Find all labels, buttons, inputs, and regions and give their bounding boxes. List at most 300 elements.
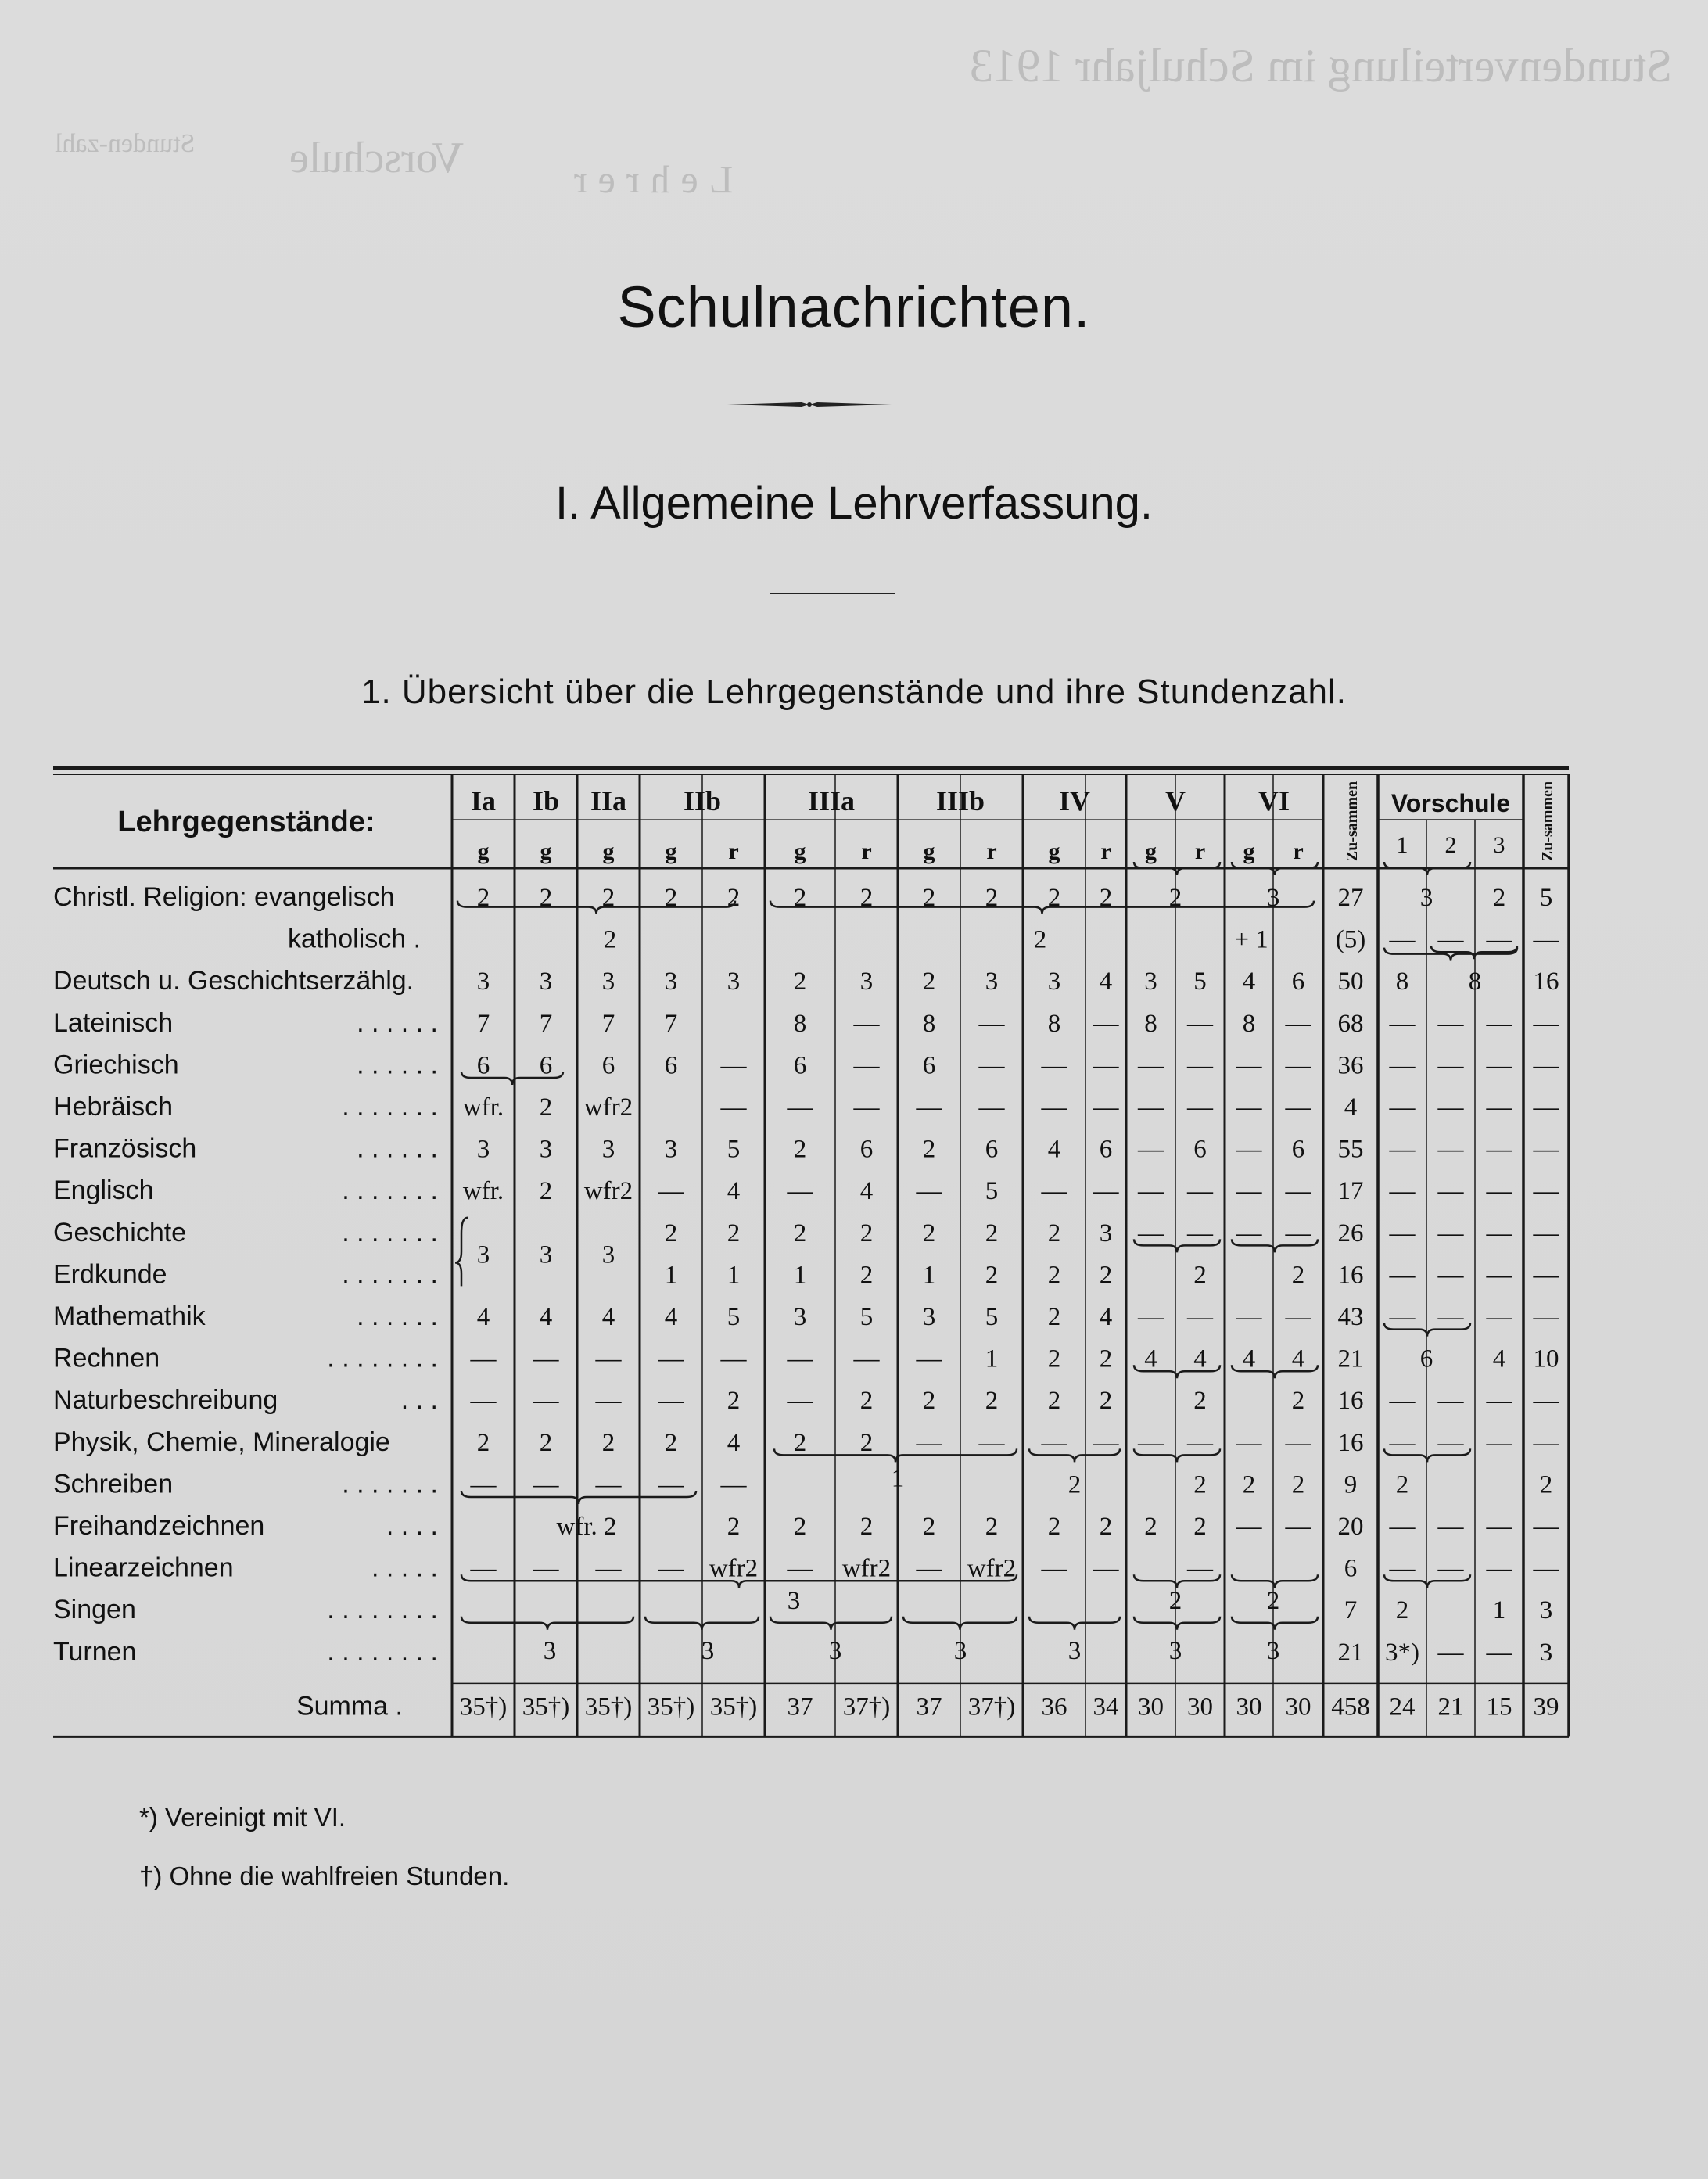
row-8-cell-12: — bbox=[1187, 1219, 1213, 1247]
row-13-cell-8: — bbox=[978, 1428, 1005, 1457]
row-8-cell-13: — bbox=[1236, 1219, 1262, 1247]
brace-geschichte-erdkunde-ia bbox=[455, 1218, 468, 1287]
row-13-label: Physik, Chemie, Mineralogie bbox=[53, 1427, 390, 1457]
row-5-vorschule-1: — bbox=[1437, 1093, 1464, 1122]
brace-turnen-iv bbox=[1029, 1617, 1120, 1630]
row-15-cell-10: 2 bbox=[1099, 1513, 1113, 1541]
row-5-label: Hebräisch bbox=[53, 1092, 174, 1122]
row-13-cell-9: — bbox=[1041, 1428, 1068, 1457]
row-16-cell-7: — bbox=[916, 1554, 942, 1583]
row-12-cell-3: — bbox=[658, 1387, 684, 1416]
sub-header-g: g bbox=[477, 838, 490, 864]
row-16-label: Linearzeichnen bbox=[53, 1553, 234, 1583]
row-10-cell-8: 5 bbox=[985, 1303, 999, 1331]
brace-turnen-vi bbox=[1232, 1617, 1318, 1630]
row-8-cell-8: 2 bbox=[985, 1219, 999, 1247]
row-4-cell-5: 6 bbox=[793, 1051, 807, 1080]
row-7-cell-9: — bbox=[1041, 1177, 1068, 1206]
row-18-cell-8: 3 bbox=[953, 1636, 967, 1665]
row-12-dots: . . . bbox=[400, 1385, 438, 1416]
row-2-vsum: 16 bbox=[1533, 967, 1559, 996]
row-6-cell-11: — bbox=[1138, 1135, 1164, 1164]
row-19-vsum: 39 bbox=[1533, 1693, 1559, 1721]
row-7-cell-6: 4 bbox=[859, 1177, 874, 1206]
row-3-cell-0: 7 bbox=[476, 1009, 490, 1038]
row-10-sum: 43 bbox=[1337, 1303, 1364, 1331]
row-2-label: Deutsch u. Geschichtserzählg. bbox=[53, 966, 414, 996]
row-14-cell-1: — bbox=[533, 1470, 559, 1499]
row-18-cell-10: 3 bbox=[1068, 1636, 1082, 1665]
sub-header-g: g bbox=[794, 838, 806, 864]
row-12-cell-12: 2 bbox=[1193, 1387, 1207, 1416]
row-16-cell-8: wfr2 bbox=[967, 1554, 1017, 1583]
row-18-label: Turnen bbox=[53, 1636, 137, 1667]
row-4-cell-3: 6 bbox=[664, 1051, 678, 1080]
row-19-vorschule-0: 24 bbox=[1389, 1693, 1416, 1721]
row-19-cell-1: 35†) bbox=[522, 1693, 570, 1721]
row-15-cell-1: wfr. 2 bbox=[556, 1513, 617, 1541]
row-0-cell-7: 2 bbox=[922, 884, 936, 912]
row-12-vsum: — bbox=[1533, 1387, 1559, 1416]
row-14-dots: . . . . . . . bbox=[342, 1469, 438, 1499]
row-18-vorschule-2: — bbox=[1486, 1638, 1512, 1667]
row-6-cell-14: 6 bbox=[1291, 1135, 1305, 1164]
row-4-dots: . . . . . . bbox=[357, 1050, 438, 1080]
row-15-cell-6: 2 bbox=[859, 1513, 874, 1541]
row-17-label: Singen bbox=[53, 1595, 136, 1625]
row-17-vsum: 3 bbox=[1539, 1596, 1553, 1625]
row-11-cell-11: 4 bbox=[1144, 1344, 1157, 1373]
row-1-vsum: — bbox=[1533, 925, 1559, 954]
row-11-sum: 21 bbox=[1337, 1344, 1364, 1373]
row-9-vorschule-0: — bbox=[1389, 1261, 1416, 1290]
row-4-cell-14: — bbox=[1285, 1051, 1312, 1080]
row-13-cell-0: 2 bbox=[476, 1428, 490, 1457]
row-0-cell-0: 2 bbox=[476, 884, 490, 912]
row-16-cell-10: — bbox=[1093, 1554, 1119, 1583]
class-header-IIIa: IIIa bbox=[807, 785, 856, 817]
row-8-cell-9: 2 bbox=[1047, 1219, 1061, 1247]
row-8-cell-7: 2 bbox=[922, 1219, 936, 1247]
row-9-sum: 16 bbox=[1337, 1261, 1364, 1290]
row-10-cell-4: 5 bbox=[727, 1303, 741, 1331]
row-19-cell-0: 35†) bbox=[459, 1693, 508, 1721]
sub-header-r: r bbox=[1100, 838, 1111, 864]
row-11-vorschule-0: 6 bbox=[1419, 1344, 1434, 1373]
row-3-cell-10: — bbox=[1093, 1009, 1119, 1038]
row-8-dots: . . . . . . . bbox=[342, 1217, 438, 1247]
row-19-cell-11: 30 bbox=[1138, 1693, 1164, 1721]
row-2-cell-14: 6 bbox=[1291, 967, 1305, 996]
row-5-cell-10: — bbox=[1093, 1093, 1119, 1122]
row-9-cell-5: 1 bbox=[793, 1261, 807, 1290]
brace-turnen-i bbox=[461, 1617, 633, 1630]
row-3-cell-13: 8 bbox=[1242, 1009, 1256, 1038]
row-5-cell-0: wfr. bbox=[462, 1093, 504, 1122]
row-4-vorschule-0: — bbox=[1389, 1051, 1416, 1080]
row-10-cell-5: 3 bbox=[793, 1303, 807, 1331]
row-18-cell-6: 3 bbox=[828, 1636, 842, 1665]
row-15-label: Freihandzeichnen bbox=[53, 1511, 265, 1541]
sub-header-r: r bbox=[986, 838, 997, 864]
row-2-cell-2: 3 bbox=[601, 967, 615, 996]
row-11-cell-2: — bbox=[595, 1344, 622, 1373]
row-19-cell-4: 35†) bbox=[709, 1693, 758, 1721]
row-14-cell-13: 2 bbox=[1242, 1470, 1256, 1499]
header-lehrgegenstaende: Lehrgegenstände: bbox=[117, 806, 375, 838]
row-13-cell-7: — bbox=[916, 1428, 942, 1457]
row-11-cell-4: — bbox=[720, 1344, 747, 1373]
row-8-cell-14: — bbox=[1285, 1219, 1312, 1247]
row-4-vorschule-2: — bbox=[1486, 1051, 1512, 1080]
row-12-cell-10: 2 bbox=[1099, 1387, 1113, 1416]
row-9-cell-8: 2 bbox=[985, 1261, 999, 1290]
row-12-vorschule-1: — bbox=[1437, 1387, 1464, 1416]
row-9-dots: . . . . . . . bbox=[342, 1259, 438, 1290]
row-4-cell-0: 6 bbox=[476, 1051, 490, 1080]
row-0-vorschule-0: 3 bbox=[1419, 884, 1434, 912]
row-2-cell-1: 3 bbox=[539, 967, 553, 996]
row-12-cell-5: — bbox=[787, 1387, 813, 1416]
row-16-vorschule-1: — bbox=[1437, 1554, 1464, 1583]
row-11-label: Rechnen bbox=[53, 1343, 160, 1373]
row-13-vorschule-1: — bbox=[1437, 1428, 1464, 1457]
row-17-vorschule-2: 1 bbox=[1492, 1596, 1506, 1625]
bleed-through-heading: Stundenverteilung im Schuljahr 1913 bbox=[970, 40, 1673, 92]
row-13-vorschule-2: — bbox=[1486, 1428, 1512, 1457]
row-7-cell-10: — bbox=[1093, 1177, 1119, 1206]
row-6-vorschule-2: — bbox=[1486, 1135, 1512, 1164]
row-15-cell-12: 2 bbox=[1193, 1513, 1207, 1541]
row-12-label: Naturbeschreibung bbox=[53, 1385, 278, 1416]
row-19-cell-10: 34 bbox=[1093, 1693, 1119, 1721]
row-12-cell-1: — bbox=[533, 1387, 559, 1416]
row-3-cell-7: 8 bbox=[922, 1009, 936, 1038]
row-4-cell-6: — bbox=[853, 1051, 880, 1080]
row-0-cell-9: 2 bbox=[1047, 884, 1061, 912]
row-9-label: Erdkunde bbox=[53, 1259, 167, 1290]
row-11-cell-12: 4 bbox=[1193, 1344, 1207, 1373]
row-13-cell-14: — bbox=[1285, 1428, 1312, 1457]
row-19-vorschule-1: 21 bbox=[1437, 1693, 1464, 1721]
row-6-cell-6: 6 bbox=[859, 1135, 874, 1164]
footnote-asterisk: *) Vereinigt mit VI. bbox=[139, 1803, 346, 1832]
bleed-through-vorschule: Vorschule bbox=[289, 134, 464, 182]
row-7-cell-0: wfr. bbox=[462, 1177, 504, 1206]
row-11-vorschule-2: 4 bbox=[1492, 1344, 1506, 1373]
sub-header-r: r bbox=[728, 838, 739, 864]
row-6-cell-2: 3 bbox=[601, 1135, 615, 1164]
row-16-cell-4: wfr2 bbox=[709, 1554, 759, 1583]
row-15-cell-4: 2 bbox=[727, 1513, 741, 1541]
row-19-label: Summa . bbox=[296, 1691, 403, 1721]
row-6-cell-4: 5 bbox=[727, 1135, 741, 1164]
row-11-cell-7: — bbox=[916, 1344, 942, 1373]
row-19-cell-9: 36 bbox=[1041, 1693, 1068, 1721]
row-14-label: Schreiben bbox=[53, 1469, 174, 1499]
row-9-cell-0: 3 bbox=[476, 1240, 490, 1269]
page-title: Schulnachrichten. bbox=[617, 275, 1091, 339]
row-14-vsum: 2 bbox=[1539, 1470, 1553, 1499]
row-0-label: Christl. Religion: evangelisch bbox=[53, 882, 395, 912]
row-19-cell-7: 37 bbox=[916, 1693, 942, 1721]
row-3-cell-14: — bbox=[1285, 1009, 1312, 1038]
row-17-cell-11: 2 bbox=[1168, 1587, 1182, 1616]
row-7-label: Englisch bbox=[53, 1176, 154, 1206]
row-8-cell-5: 2 bbox=[793, 1219, 807, 1247]
sub-header-r: r bbox=[861, 838, 872, 864]
row-1-vorschule-2: — bbox=[1486, 925, 1512, 954]
row-4-vorschule-1: — bbox=[1437, 1051, 1464, 1080]
row-10-dots: . . . . . . bbox=[357, 1301, 438, 1331]
vorschule-header: Vorschule bbox=[1390, 789, 1511, 817]
row-12-vorschule-2: — bbox=[1486, 1387, 1512, 1416]
row-7-dots: . . . . . . . bbox=[342, 1176, 438, 1206]
class-header-IV: IV bbox=[1058, 785, 1091, 817]
row-15-vorschule-0: — bbox=[1389, 1513, 1416, 1541]
row-17-cell-5: 3 bbox=[787, 1587, 801, 1616]
row-18-cell-4: 3 bbox=[701, 1636, 715, 1665]
row-6-cell-12: 6 bbox=[1193, 1135, 1207, 1164]
row-14-cell-6: 1 bbox=[891, 1464, 905, 1493]
row-12-sum: 16 bbox=[1337, 1387, 1364, 1416]
row-5-cell-5: — bbox=[787, 1093, 813, 1122]
row-11-cell-3: — bbox=[658, 1344, 684, 1373]
row-11-vsum: 10 bbox=[1533, 1344, 1559, 1373]
row-4-cell-9: — bbox=[1041, 1051, 1068, 1080]
class-header-V: V bbox=[1165, 785, 1186, 817]
row-15-vorschule-1: — bbox=[1437, 1513, 1464, 1541]
class-header-IIa: IIa bbox=[590, 785, 627, 817]
row-5-vsum: — bbox=[1533, 1093, 1559, 1122]
row-10-label: Mathemathik bbox=[53, 1301, 206, 1331]
row-4-cell-4: — bbox=[720, 1051, 747, 1080]
row-19-cell-2: 35†) bbox=[584, 1693, 633, 1721]
row-14-cell-14: 2 bbox=[1291, 1470, 1305, 1499]
row-3-vorschule-0: — bbox=[1389, 1009, 1416, 1038]
row-2-cell-3: 3 bbox=[664, 967, 678, 996]
row-8-label: Geschichte bbox=[53, 1217, 187, 1247]
row-8-sum: 26 bbox=[1337, 1219, 1364, 1247]
row-8-cell-11: — bbox=[1138, 1219, 1164, 1247]
row-10-cell-11: — bbox=[1138, 1303, 1164, 1331]
row-18-dots: . . . . . . . . bbox=[327, 1636, 438, 1667]
row-4-label: Griechisch bbox=[53, 1050, 179, 1080]
row-13-cell-13: — bbox=[1236, 1428, 1262, 1457]
row-12-cell-9: 2 bbox=[1047, 1387, 1061, 1416]
row-19-sum: 458 bbox=[1331, 1693, 1370, 1721]
row-9-cell-6: 2 bbox=[859, 1261, 874, 1290]
row-8-vorschule-0: — bbox=[1389, 1219, 1416, 1247]
sub-header-g: g bbox=[1048, 838, 1060, 864]
row-7-cell-3: — bbox=[658, 1177, 684, 1206]
row-3-cell-2: 7 bbox=[601, 1009, 615, 1038]
subsection-heading: 1. Übersicht über die Lehrgegenstände und ihre Stundenzahl. bbox=[361, 673, 1347, 711]
row-15-cell-9: 2 bbox=[1047, 1513, 1061, 1541]
row-14-cell-3: — bbox=[658, 1470, 684, 1499]
row-10-vorschule-2: — bbox=[1486, 1303, 1512, 1331]
row-8-vorschule-2: — bbox=[1486, 1219, 1512, 1247]
row-16-vorschule-0: — bbox=[1389, 1554, 1416, 1583]
row-4-cell-1: 6 bbox=[539, 1051, 553, 1080]
row-6-cell-0: 3 bbox=[476, 1135, 490, 1164]
row-6-dots: . . . . . . bbox=[357, 1133, 438, 1164]
row-11-cell-10: 2 bbox=[1099, 1344, 1113, 1373]
row-11-dots: . . . . . . . . bbox=[327, 1343, 438, 1373]
row-2-cell-0: 3 bbox=[476, 967, 490, 996]
row-19-cell-8: 37†) bbox=[967, 1693, 1016, 1721]
vorschule-col-2: 2 bbox=[1444, 832, 1457, 858]
row-7-vorschule-0: — bbox=[1389, 1177, 1416, 1206]
class-header-IIIb: IIIb bbox=[935, 785, 985, 817]
row-1-cell-7: 2 bbox=[1033, 925, 1047, 954]
row-4-cell-11: — bbox=[1138, 1051, 1164, 1080]
row-3-vsum: — bbox=[1533, 1009, 1559, 1038]
row-12-cell-8: 2 bbox=[985, 1387, 999, 1416]
row-10-cell-10: 4 bbox=[1099, 1303, 1113, 1331]
row-2-sum: 50 bbox=[1337, 967, 1364, 996]
row-7-cell-13: — bbox=[1236, 1177, 1262, 1206]
row-18-sum: 21 bbox=[1337, 1638, 1364, 1667]
row-6-sum: 55 bbox=[1337, 1135, 1364, 1164]
bleed-through-lehrer: Lehrer bbox=[563, 157, 734, 201]
row-19-cell-12: 30 bbox=[1187, 1693, 1213, 1721]
row-6-cell-9: 4 bbox=[1047, 1135, 1061, 1164]
row-12-cell-0: — bbox=[470, 1387, 497, 1416]
row-3-cell-11: 8 bbox=[1144, 1009, 1157, 1038]
row-2-cell-5: 2 bbox=[793, 967, 807, 996]
row-19-cell-6: 37†) bbox=[842, 1693, 891, 1721]
brace-katholisch-ia-iib bbox=[458, 901, 735, 914]
row-7-vsum: — bbox=[1533, 1177, 1559, 1206]
row-2-vorschule-0: 8 bbox=[1395, 967, 1409, 996]
row-13-sum: 16 bbox=[1337, 1428, 1364, 1457]
row-16-cell-0: — bbox=[470, 1554, 497, 1583]
row-6-vorschule-1: — bbox=[1437, 1135, 1464, 1164]
row-3-sum: 68 bbox=[1337, 1009, 1364, 1038]
row-12-cell-14: 2 bbox=[1291, 1387, 1305, 1416]
row-6-label: Französisch bbox=[53, 1133, 197, 1164]
row-9-cell-1: 3 bbox=[539, 1240, 553, 1269]
row-19-cell-14: 30 bbox=[1285, 1693, 1312, 1721]
row-15-cell-14: — bbox=[1285, 1513, 1312, 1541]
row-14-cell-0: — bbox=[470, 1470, 497, 1499]
row-15-cell-5: 2 bbox=[793, 1513, 807, 1541]
row-16-vsum: — bbox=[1533, 1554, 1559, 1583]
row-13-cell-2: 2 bbox=[601, 1428, 615, 1457]
row-2-cell-6: 3 bbox=[859, 967, 874, 996]
row-12-vorschule-0: — bbox=[1389, 1387, 1416, 1416]
row-10-vsum: — bbox=[1533, 1303, 1559, 1331]
row-16-cell-2: — bbox=[595, 1554, 622, 1583]
row-2-vorschule-1: 8 bbox=[1468, 967, 1482, 996]
row-6-cell-10: 6 bbox=[1099, 1135, 1113, 1164]
row-9-cell-12: 2 bbox=[1193, 1261, 1207, 1290]
row-7-cell-1: 2 bbox=[539, 1177, 553, 1206]
row-10-cell-2: 4 bbox=[601, 1303, 615, 1331]
row-9-cell-7: 1 bbox=[922, 1261, 936, 1290]
row-3-cell-6: — bbox=[853, 1009, 880, 1038]
row-8-vorschule-1: — bbox=[1437, 1219, 1464, 1247]
sub-header-g: g bbox=[665, 838, 677, 864]
row-11-cell-1: — bbox=[533, 1344, 559, 1373]
row-3-dots: . . . . . . bbox=[357, 1007, 438, 1038]
row-1-vorschule-0: — bbox=[1389, 925, 1416, 954]
row-2-cell-10: 4 bbox=[1099, 967, 1113, 996]
row-14-cell-12: 2 bbox=[1193, 1470, 1207, 1499]
vorschule-col-1: 1 bbox=[1396, 832, 1408, 858]
class-header-Ib: Ib bbox=[532, 785, 560, 817]
row-15-dots: . . . . bbox=[386, 1511, 438, 1541]
row-3-vorschule-2: — bbox=[1486, 1009, 1512, 1038]
zusammen2-header: Zu-sammen bbox=[1539, 781, 1556, 862]
sub-header-g: g bbox=[602, 838, 615, 864]
row-12-cell-6: 2 bbox=[859, 1387, 874, 1416]
row-0-cell-10: 2 bbox=[1099, 884, 1113, 912]
row-13-cell-12: — bbox=[1187, 1428, 1213, 1457]
row-15-vorschule-2: — bbox=[1486, 1513, 1512, 1541]
row-17-sum: 7 bbox=[1344, 1596, 1358, 1625]
row-11-cell-5: — bbox=[787, 1344, 813, 1373]
row-2-cell-4: 3 bbox=[727, 967, 741, 996]
sub-header-g: g bbox=[540, 838, 552, 864]
row-1-cell-2: 2 bbox=[603, 925, 617, 954]
row-8-vsum: — bbox=[1533, 1219, 1559, 1247]
row-6-vorschule-0: — bbox=[1389, 1135, 1416, 1164]
row-5-cell-9: — bbox=[1041, 1093, 1068, 1122]
bleed-through-stundenzahl: Stunden-zahl bbox=[55, 129, 196, 158]
sub-header-r: r bbox=[1293, 838, 1304, 864]
row-14-sum: 9 bbox=[1344, 1470, 1358, 1499]
sub-header-r: r bbox=[1194, 838, 1206, 864]
brace-singen-vi bbox=[1232, 1574, 1318, 1588]
row-13-vsum: — bbox=[1533, 1428, 1559, 1457]
row-19-cell-13: 30 bbox=[1236, 1693, 1262, 1721]
row-6-cell-8: 6 bbox=[985, 1135, 999, 1164]
row-6-cell-3: 3 bbox=[664, 1135, 678, 1164]
row-11-cell-6: — bbox=[853, 1344, 880, 1373]
row-13-cell-4: 4 bbox=[727, 1428, 741, 1457]
row-6-cell-5: 2 bbox=[793, 1135, 807, 1164]
row-6-cell-7: 2 bbox=[922, 1135, 936, 1164]
row-12-cell-7: 2 bbox=[922, 1387, 936, 1416]
row-6-cell-1: 3 bbox=[539, 1135, 553, 1164]
row-13-vorschule-0: — bbox=[1389, 1428, 1416, 1457]
row-10-vorschule-0: — bbox=[1389, 1303, 1416, 1331]
row-15-cell-13: — bbox=[1236, 1513, 1262, 1541]
row-11-cell-9: 2 bbox=[1047, 1344, 1061, 1373]
row-0-cell-8: 2 bbox=[985, 884, 999, 912]
row-19-vorschule-2: 15 bbox=[1486, 1693, 1512, 1721]
row-7-cell-5: — bbox=[787, 1177, 813, 1206]
row-11-cell-8: 1 bbox=[985, 1344, 999, 1373]
row-15-cell-7: 2 bbox=[922, 1513, 936, 1541]
row-19-cell-5: 37 bbox=[787, 1693, 813, 1721]
row-2-cell-8: 3 bbox=[985, 967, 999, 996]
row-2-cell-9: 3 bbox=[1047, 967, 1061, 996]
brace-turnen-iiia bbox=[770, 1617, 892, 1630]
row-1-vorschule-1: — bbox=[1437, 925, 1464, 954]
row-5-vorschule-2: — bbox=[1486, 1093, 1512, 1122]
row-0-cell-6: 2 bbox=[859, 884, 874, 912]
row-5-sum: 4 bbox=[1344, 1093, 1358, 1122]
row-9-cell-9: 2 bbox=[1047, 1261, 1061, 1290]
row-0-vsum: 5 bbox=[1539, 884, 1553, 912]
row-10-cell-0: 4 bbox=[476, 1303, 490, 1331]
zusammen-header: Zu-sammen bbox=[1344, 781, 1361, 862]
row-16-cell-6: wfr2 bbox=[841, 1554, 892, 1583]
row-2-cell-7: 2 bbox=[922, 967, 936, 996]
